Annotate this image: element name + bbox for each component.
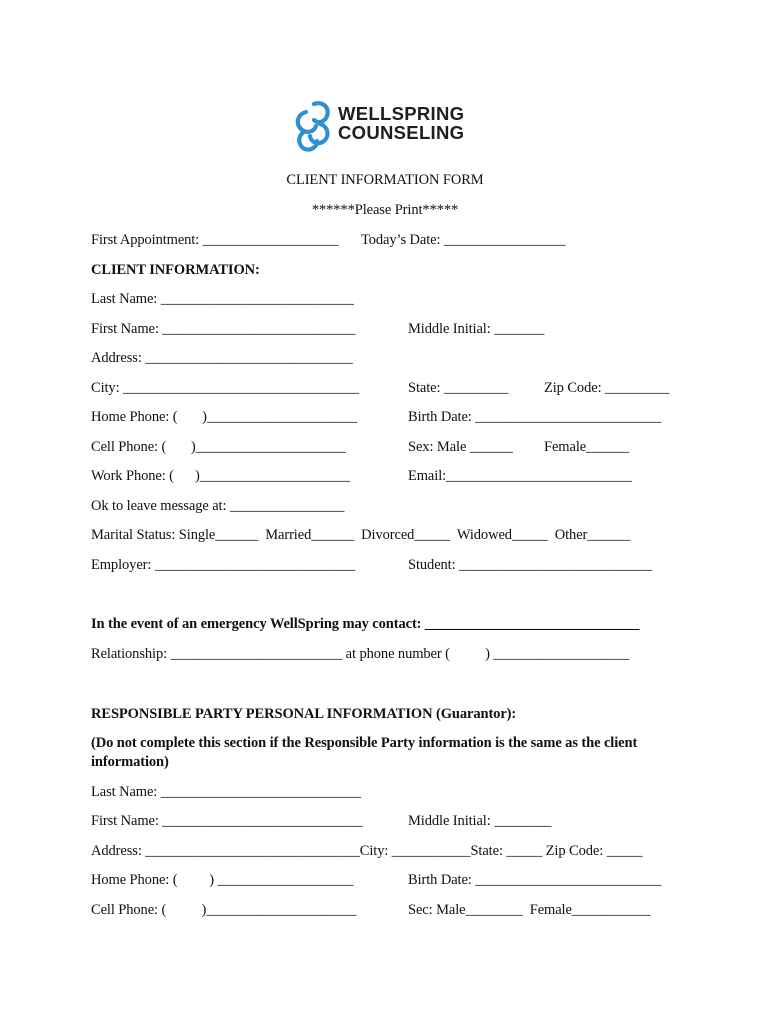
print-note: ******Please Print***** xyxy=(311,202,459,218)
client-birth-date-field[interactable]: Birth Date: __________________________ xyxy=(408,409,662,425)
client-city-field[interactable]: City: _________________________________ xyxy=(91,380,359,396)
client-email-field[interactable]: Email:__________________________ xyxy=(408,468,632,484)
client-zip-field[interactable]: Zip Code: _________ xyxy=(544,380,670,396)
responsible-middle-initial-field[interactable]: Middle Initial: ________ xyxy=(408,813,552,829)
client-state-field[interactable]: State: _________ xyxy=(408,380,509,396)
responsible-last-name-field[interactable]: Last Name: ____________________________ xyxy=(91,784,361,800)
responsible-home-phone-field[interactable]: Home Phone: ( ) ___________________ xyxy=(91,872,354,888)
client-cell-phone-field[interactable]: Cell Phone: ( )_____________________ xyxy=(91,439,346,455)
client-work-phone-field[interactable]: Work Phone: ( )_____________________ xyxy=(91,468,350,484)
interlocking-rings-icon xyxy=(292,98,334,154)
responsible-birth-date-field[interactable]: Birth Date: __________________________ xyxy=(408,872,662,888)
logo-line-1: WELLSPRING xyxy=(338,103,465,124)
marital-status-field[interactable]: Marital Status: Single______ Married______ Divorced_____ Widowed_____ Other______ xyxy=(91,527,631,543)
responsible-sex-field[interactable]: Sec: Male________ Female___________ xyxy=(408,902,651,918)
logo-line-2: COUNSELING xyxy=(338,122,465,143)
ok-to-leave-message-field[interactable]: Ok to leave message at: ________________ xyxy=(91,498,345,514)
todays-date-field[interactable]: Today’s Date: _________________ xyxy=(361,232,566,248)
responsible-address-city-state-zip-field[interactable]: Address: ______________________________City: ___________State: _____ Zip Code: _____ xyxy=(91,843,643,859)
client-middle-initial-field[interactable]: Middle Initial: _______ xyxy=(408,321,545,337)
responsible-party-note-line-1: (Do not complete this section if the Responsible Party information is the same as the client xyxy=(91,735,638,751)
emergency-relationship-field[interactable]: Relationship: ________________________ at phone number ( ) ___________________ xyxy=(91,646,630,662)
form-title: CLIENT INFORMATION FORM xyxy=(286,172,484,188)
wellspring-logo xyxy=(292,98,482,156)
client-sex-female-field[interactable]: Female______ xyxy=(544,439,629,455)
first-appointment-field[interactable]: First Appointment: ___________________ xyxy=(91,232,339,248)
client-student-field[interactable]: Student: ___________________________ xyxy=(408,557,653,573)
logo-wordmark xyxy=(338,104,464,142)
responsible-cell-phone-field[interactable]: Cell Phone: ( )_____________________ xyxy=(91,902,357,918)
client-info-heading: CLIENT INFORMATION: xyxy=(91,262,260,278)
responsible-party-heading: RESPONSIBLE PARTY PERSONAL INFORMATION (Guarantor): xyxy=(91,706,517,722)
responsible-first-name-field[interactable]: First Name: ____________________________ xyxy=(91,813,363,829)
client-first-name-field[interactable]: First Name: ___________________________ xyxy=(91,321,356,337)
client-sex-male-field[interactable]: Sex: Male ______ xyxy=(408,439,513,455)
client-address-field[interactable]: Address: _____________________________ xyxy=(91,350,353,366)
client-employer-field[interactable]: Employer: ____________________________ xyxy=(91,557,356,573)
client-last-name-field[interactable]: Last Name: ___________________________ xyxy=(91,291,354,307)
emergency-contact-field[interactable]: In the event of an emergency WellSpring may contact: ______________________________ xyxy=(91,616,640,632)
responsible-party-note-line-2: information) xyxy=(91,754,169,770)
client-home-phone-field[interactable]: Home Phone: ( )_____________________ xyxy=(91,409,358,425)
